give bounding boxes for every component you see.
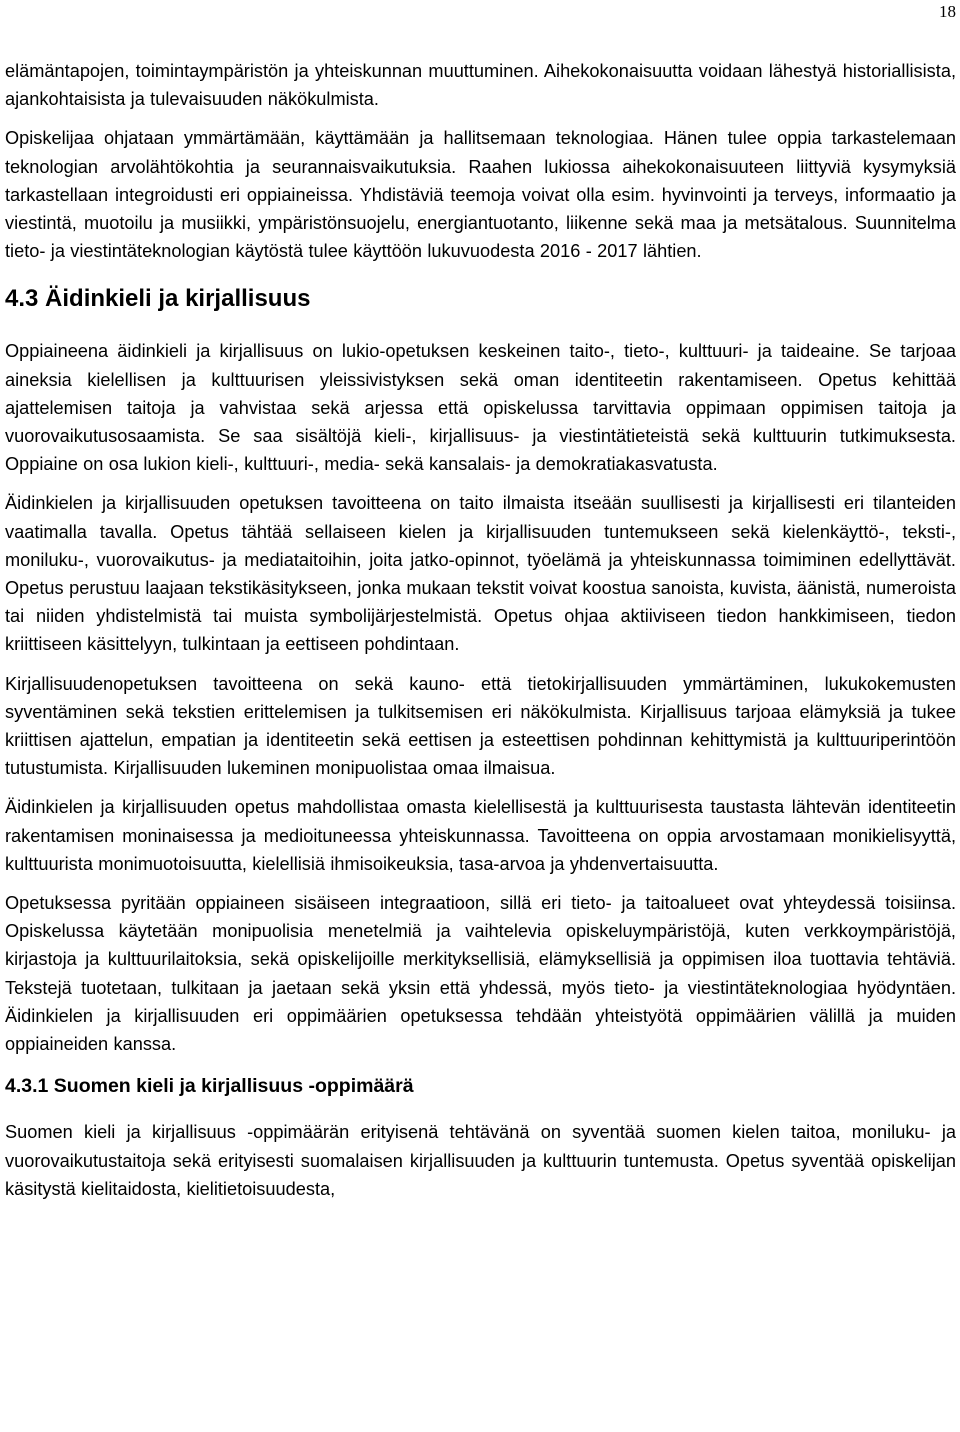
paragraph-literature-teaching: Kirjallisuudenopetuksen tavoitteena on sekä kauno- että tietokirjallisuuden ymmärtäminen, lukukokemusten syventäminen sekä tekstien erittelemisen ja tulkitsemisen eri näkökulmista. Kirjallisuus tarjoaa elämyksiä ja tukee kriittisen ajattelun, empatian ja identiteetin sekä eettisen ja esteettisen pohdinnan kehittymistä ja kulttuuriperintöön tutustumista. Kirjallisuuden lukeminen monipuolistaa omaa ilmaisua. <box>5 673 956 779</box>
page-number: 18 <box>939 2 956 21</box>
paragraph-subject-overview: Oppiaineena äidinkieli ja kirjallisuus on lukio-opetuksen keskeinen taito-, tieto-, kulttuuri- ja taideaine. Se tarjoaa aineksia kielellisen ja kulttuurisen yleissivistyksen sekä oman identiteetin rakentamiseen. Opetus kehittää ajattelemisen taitoja ja vahvistaa sekä arjessa että opiskelussa tarvittavia oppimaan oppimisen taitoja ja vuorovaikutusosaamista. Se saa sisältöjä kieli-, kirjallisuus- ja viestintätieteistä sekä kulttuurin tutkimuksesta. Oppiaine on osa lukion kieli-, kulttuuri-, media- sekä kansalais- ja demokratiakasvatusta. <box>5 341 956 475</box>
section-heading-mother-tongue: 4.3 Äidinkieli ja kirjallisuus <box>5 285 311 313</box>
paragraph-teaching-goals: Äidinkielen ja kirjallisuuden opetuksen tavoitteena on taito ilmaista itseään suullisesti ja kirjallisesti eri tilanteiden vaatimalla tavalla. Opetus tähtää sellaiseen kielen ja kirjallisuuden tuntemukseen sekä kielenkäyttö-, teksti-, moniluku-, vuorovaikutus- ja mediataitoihin, joita jatko-opinnot, työelämä ja yhteiskunnassa toimiminen edellyttävät. Opetus perustuu laajaan tekstikäsitykseen, jonka mukaan tekstit voivat koostua sanoista, kuvista, äänistä, numeroista tai niiden yhdistelmistä tai muista symbolijärjestelmistä. Opetus ohjaa aktiiviseen tiedon hankkimiseen, tiedon kriittiseen käsittelyyn, tulkintaan ja eettiseen pohdintaan. <box>5 493 956 655</box>
paragraph-lifestyle-topics: elämäntapojen, toimintaympäristön ja yhteiskunnan muuttuminen. Aihekokonaisuutta voidaan lähestyä historiallisista, ajankohtaisista ja tulevaisuuden näkökulmista. <box>5 61 956 110</box>
paragraph-technology-guidance: Opiskelijaa ohjataan ymmärtämään, käyttämään ja hallitsemaan teknologiaa. Hänen tulee oppia tarkastelemaan teknologian arvolähtökohtia ja seurannaisvaikutuksia. Raahen lukiossa aihekokonaisuuteen liittyviä kysymyksiä tarkastellaan integroidusti eri oppiaineissa. Yhdistäviä teemoja voivat olla esim. hyvinvointi ja terveys, informaatio ja viestintä, muotoilu ja musiikki, ympäristönsuojelu, energiantuotanto, liikenne sekä maa ja metsätalous. Suunnitelma tieto- ja viestintäteknologian käytöstä tulee käyttöön lukuvuodesta 2016 - 2017 lähtien. <box>5 128 956 262</box>
subsection-heading-finnish-syllabus: 4.3.1 Suomen kieli ja kirjallisuus -oppimäärä <box>5 1075 414 1098</box>
paragraph-identity-building: Äidinkielen ja kirjallisuuden opetus mahdollistaa omasta kielellisestä ja kulttuurisesta taustasta lähtevän identiteetin rakentamisen moninaisessa ja medioituneessa yhteiskunnassa. Tavoitteena on oppia arvostamaan monikielisyyttä, kulttuurista monimuotoisuutta, kielellisiä ihmisoikeuksia, tasa-arvoa ja yhdenvertaisuutta. <box>5 797 956 874</box>
document-body <box>5 57 956 1214</box>
paragraph-integration-methods: Opetuksessa pyritään oppiaineen sisäiseen integraatioon, sillä eri tieto- ja taitoalueet ovat yhteydessä toisiinsa. Opiskelussa käytetään monipuolisia menetelmiä ja vaihtelevia opiskeluympäristöjä, kuten verkkoympäristöjä, kirjastoja ja kulttuurilaitoksia, sekä opiskelijoille merkityksellisiä, elämyksellisiä ja oppimisen iloa tuottavia tehtäviä. Tekstejä tuotetaan, tulkitaan ja jaetaan sekä yksin että yhdessä, myös tieto- ja viestintäteknologiaa hyödyntäen. Äidinkielen ja kirjallisuuden eri oppimäärien opetuksessa tehdään yhteistyötä oppimäärien välillä ja muiden oppiaineiden kanssa. <box>5 893 956 1055</box>
paragraph-finnish-syllabus-task: Suomen kieli ja kirjallisuus -oppimäärän erityisenä tehtävänä on syventää suomen kielen taitoa, moniluku- ja vuorovaikutustaitoja sekä erityisesti suomalaisen kirjallisuuden ja kulttuurin tuntemusta. Opetus syventää opiskelijan käsitystä kielitaidosta, kielitietoisuudesta, <box>5 1122 956 1199</box>
